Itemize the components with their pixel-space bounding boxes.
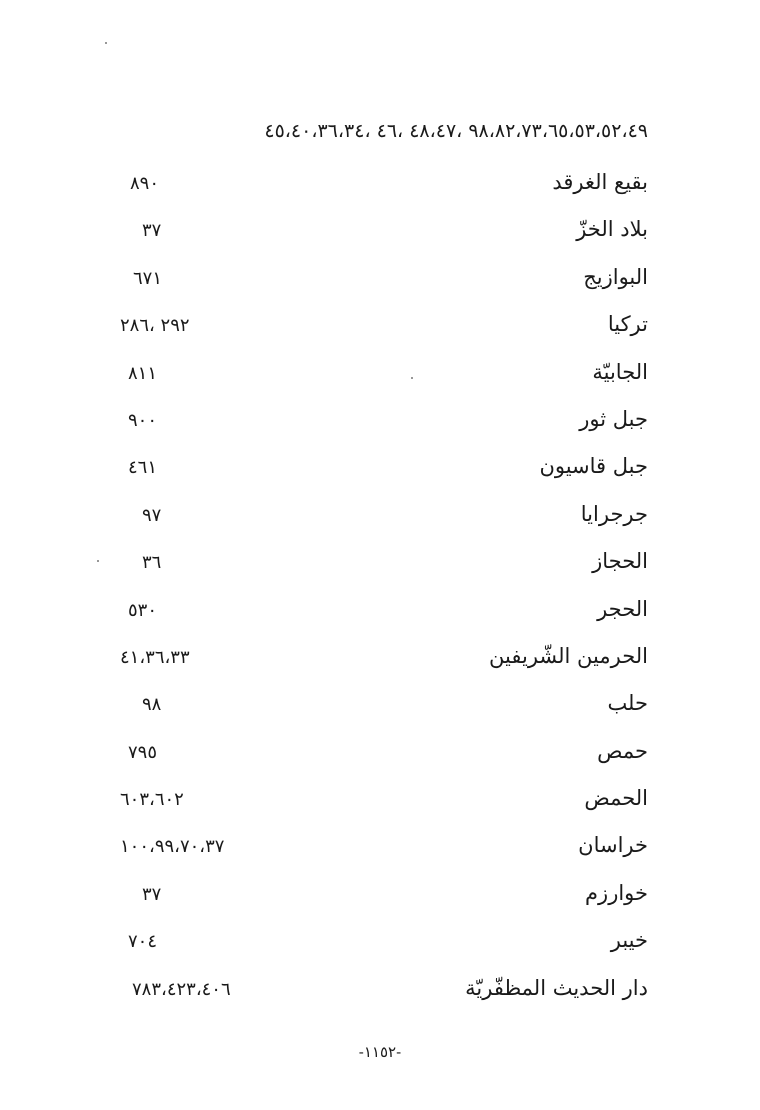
index-entry [118,170,648,217]
page-references: ٧٠٤ [128,931,158,953]
page-references: ٢٩٢ ،٢٨٦ [120,315,190,337]
place-name: بقيع الغرقد [552,170,648,194]
place-name: حلب [607,691,648,716]
index-entry [118,502,648,549]
place-name: خوارزم [585,880,648,905]
page-references: ٩٨ [142,694,162,716]
index-entry [118,976,648,1023]
page-references: ٣٧ [142,220,162,242]
place-name: دار الحديث المظفّريّة [465,975,648,1000]
scan-speck [97,560,99,562]
place-name: حمص [597,738,648,763]
index-entry [118,644,648,691]
place-name: خيبر [610,928,648,953]
page-references: ٦٧١ [133,267,163,289]
index-entry [118,833,648,880]
continued-page-references: ٩٨،٨٢،٧٣،٦٥،٥٣،٥٢،٤٩ ،٤٨،٤٧ ،٤٦ ،٤٥،٤٠،٣٦،٣٤ [264,120,648,142]
page-references: ٤١،٣٦،٣٣ [120,646,190,668]
page-number: -١١٥٢- [358,1043,402,1061]
index-entry [118,407,648,454]
place-name: تركيا [607,312,648,337]
index-entry [118,928,648,975]
page-references: ٧٩٥ [128,741,158,763]
index-entry [118,597,648,644]
page-references: ٨١١ [128,362,158,384]
page-references: ٣٧ [142,883,162,905]
place-name: الحجر [597,596,648,621]
place-name: البوازيج [583,264,648,289]
page-references: ٦٠٣،٦٠٢ [120,789,184,811]
place-name: الجابيّة [592,359,648,384]
place-name: بلاد الخزّ [576,217,648,242]
place-name: الحجاز [592,549,648,574]
page-references: ٩٧ [142,504,162,526]
place-name: الحمض [584,786,648,811]
page-references: ٨٩٠ [130,173,160,194]
page-references: ٤٦١ [128,457,158,479]
index-entry [118,312,648,359]
index-entry [118,549,648,596]
index-entry [118,739,648,786]
place-name: جبل قاسيون [539,454,648,479]
index-entry [118,217,648,264]
page-references: ٧٨٣،٤٢٣،٤٠٦ [132,978,231,1000]
page-references: ٥٣٠ [128,599,158,621]
index-entry [118,881,648,928]
index-entry [118,691,648,738]
place-name: خراسان [578,833,648,858]
index-entry [118,454,648,501]
place-name: جرجرايا [580,501,648,526]
place-name: الحرمين الشّريفين [489,643,648,668]
page-references: ٣٦ [142,552,162,574]
scan-speck [105,42,107,44]
index-entry [118,360,648,407]
index-entry [118,786,648,833]
place-index-list [118,170,648,1023]
index-entry [118,265,648,312]
page-references: ١٠٠،٩٩،٧٠،٣٧ [120,836,225,858]
page-references: ٩٠٠ [128,409,158,431]
place-name: جبل ثور [579,406,648,431]
